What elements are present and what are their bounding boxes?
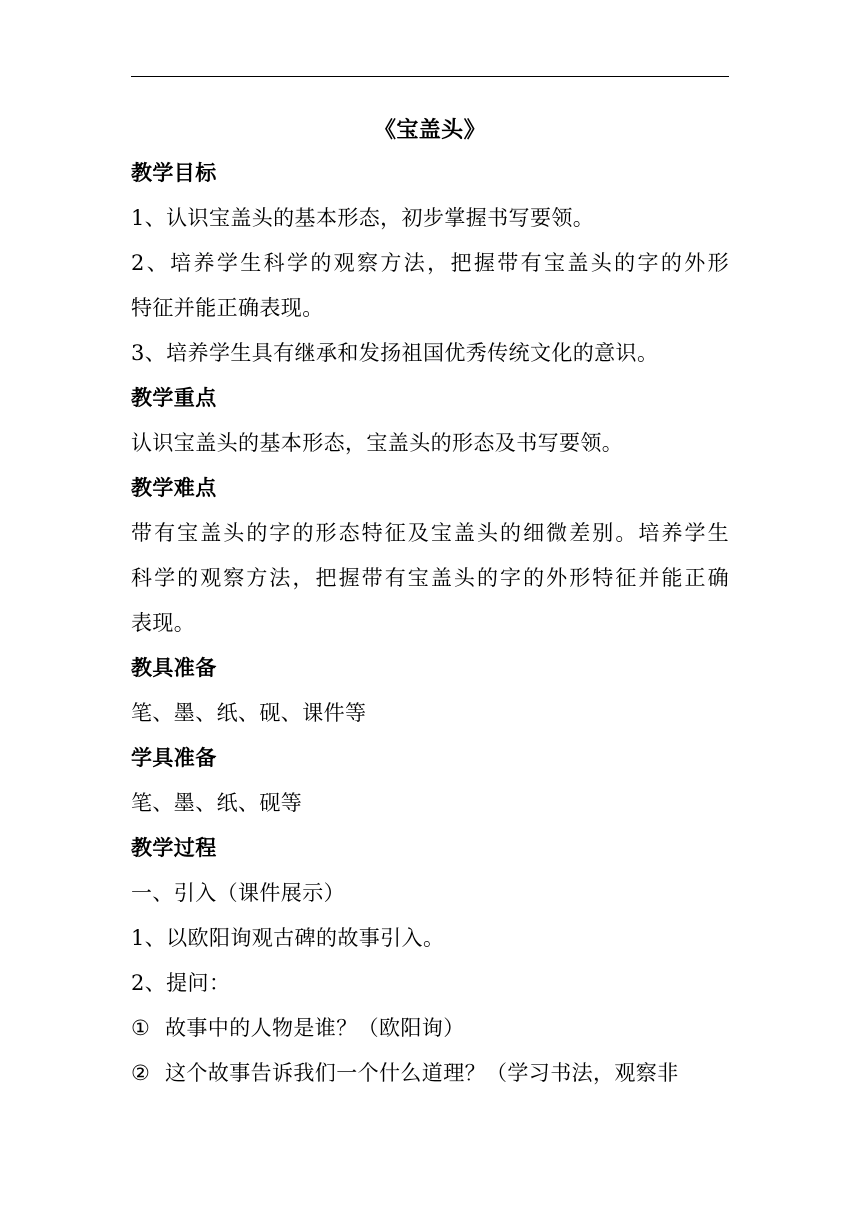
question-2-marker: ② bbox=[131, 1061, 151, 1085]
question-2 bbox=[131, 1058, 729, 1088]
goals-heading: 教学目标 bbox=[131, 160, 217, 185]
student-tools-heading: 学具准备 bbox=[131, 745, 217, 770]
teacher-tools-text: 笔、墨、纸、砚、课件等 bbox=[131, 701, 367, 725]
question-1 bbox=[131, 1013, 729, 1043]
goal-item-1: 1、认识宝盖头的基本形态，初步掌握书写要领。 bbox=[131, 206, 595, 230]
process-item-1: 1、以欧阳询观古碑的故事引入。 bbox=[131, 926, 445, 950]
goal-item-2-line-1: 2、培养学生科学的观察方法，把握带有宝盖头的字的外形 bbox=[131, 251, 729, 275]
process-heading: 教学过程 bbox=[131, 835, 217, 860]
key-points-text: 认识宝盖头的基本形态，宝盖头的形态及书写要领。 bbox=[131, 431, 624, 455]
goal-item-2-line-2: 特征并能正确表现。 bbox=[131, 296, 324, 320]
key-points-heading: 教学重点 bbox=[131, 385, 217, 410]
difficulties-heading: 教学难点 bbox=[131, 475, 217, 500]
question-2-text: 这个故事告诉我们一个什么道理？（学习书法，观察非 bbox=[165, 1061, 679, 1085]
document-title: 《宝盖头》 bbox=[373, 117, 486, 143]
student-tools-text: 笔、墨、纸、砚等 bbox=[131, 791, 303, 815]
teacher-tools-heading: 教具准备 bbox=[131, 655, 217, 680]
question-1-marker: ① bbox=[131, 1016, 151, 1040]
process-item-2: 2、提问： bbox=[131, 971, 231, 995]
difficulties-line-3: 表现。 bbox=[131, 611, 196, 635]
process-step-1: 一、引入（课件展示） bbox=[131, 881, 345, 905]
goal-item-3: 3、培养学生具有继承和发扬祖国优秀传统文化的意识。 bbox=[131, 341, 659, 365]
question-1-text: 故事中的人物是谁？（欧阳询） bbox=[165, 1016, 465, 1040]
header-rule bbox=[131, 76, 729, 77]
difficulties-line-2: 科学的观察方法，把握带有宝盖头的字的外形特征并能正确 bbox=[131, 566, 729, 590]
difficulties-line-1: 带有宝盖头的字的形态特征及宝盖头的细微差别。培养学生 bbox=[131, 521, 729, 545]
